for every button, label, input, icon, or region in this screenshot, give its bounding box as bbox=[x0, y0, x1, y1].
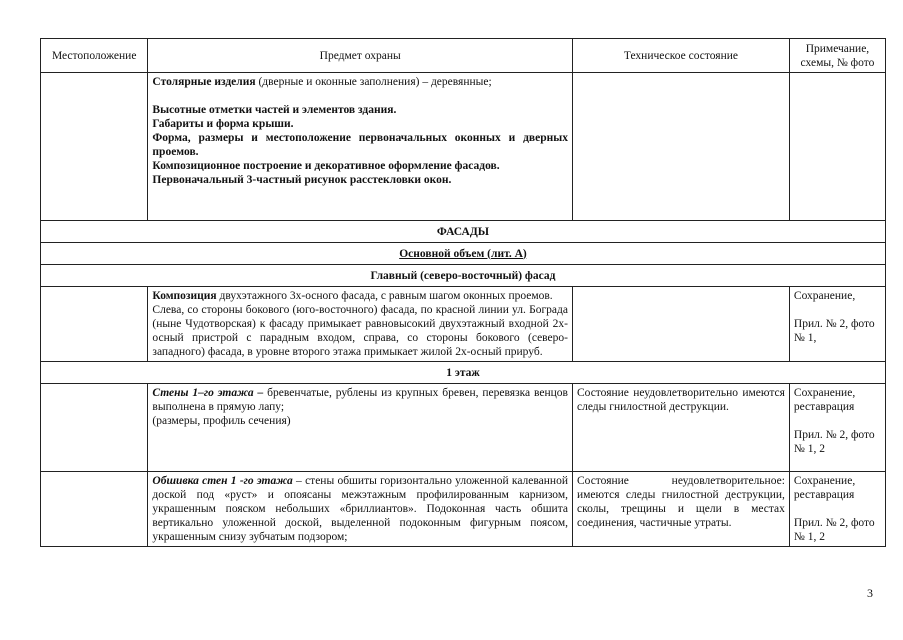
cell-note bbox=[789, 287, 885, 362]
table-row bbox=[41, 384, 886, 472]
section-facades: ФАСАДЫ bbox=[41, 221, 886, 243]
composition-desc: Слева, со стороны бокового (юго-восточного) фасада, по красной линии ул. Бограда (ныне Чудотворская) к фасаду примыкает равновысокий двухэтажный входной 2х-осный пристрой с парадным входом, справа, со стороны бокового (северо-западного) фасада, в уровне второго этажа примыкает жилой 2х-осный прируб. bbox=[152, 304, 568, 358]
walls-text: бревенчатые, рублены из крупных бревен, перевязка венцов выполнена в прямую лапу; bbox=[152, 387, 568, 413]
cell-subject bbox=[148, 384, 573, 472]
subject-composition: Композиционное построение и декоративное оформление фасадов. bbox=[152, 160, 500, 172]
note-preserve: Сохранение, реставрация bbox=[793, 387, 856, 413]
note-preserve: Сохранение, bbox=[793, 290, 856, 302]
cell-subject bbox=[148, 472, 573, 547]
note-appendix: Прил. № 2, фото № 1, 2 bbox=[793, 429, 875, 455]
walls-size: (размеры, профиль сечения) bbox=[152, 415, 291, 427]
cell-location bbox=[41, 384, 148, 472]
cell-condition: Состояние неудовлетворительно имеются следы гнилостной деструкции. bbox=[572, 384, 789, 472]
table-row bbox=[41, 472, 886, 547]
section-row bbox=[41, 265, 886, 287]
section-main-volume: Основной объем (лит. А) bbox=[41, 243, 886, 265]
section-floor1: 1 этаж bbox=[41, 362, 886, 384]
header-location: Местоположение bbox=[41, 39, 148, 73]
header-condition: Техническое состояние bbox=[572, 39, 789, 73]
subject-heights: Высотные отметки частей и элементов здания. bbox=[152, 104, 397, 116]
composition-title: Композиция bbox=[152, 290, 217, 302]
subject-roof: Габариты и форма крыши. bbox=[152, 118, 294, 130]
cladding-title: Обшивка стен 1 -го этажа bbox=[152, 475, 293, 487]
walls-title: Стены 1–го этажа – bbox=[152, 387, 264, 399]
section-row bbox=[41, 362, 886, 384]
page-number: 3 bbox=[867, 586, 873, 600]
cell-condition bbox=[572, 287, 789, 362]
section-main-facade: Главный (северо-восточный) фасад bbox=[41, 265, 886, 287]
cell-location bbox=[41, 287, 148, 362]
carpentry-text: (дверные и оконные заполнения) – деревянные; bbox=[255, 76, 492, 88]
table-row bbox=[41, 73, 886, 221]
note-appendix: Прил. № 2, фото № 1, bbox=[793, 318, 875, 344]
subject-openings: Форма, размеры и местоположение первоначальных оконных и дверных проемов. bbox=[152, 132, 568, 158]
subject-glazing: Первоначальный 3-частный рисунок расстекловки окон. bbox=[152, 174, 452, 186]
header-subject: Предмет охраны bbox=[148, 39, 573, 73]
note-appendix: Прил. № 2, фото № 1, 2 bbox=[793, 517, 875, 543]
cell-subject bbox=[148, 73, 573, 221]
section-row bbox=[41, 243, 886, 265]
protection-table bbox=[40, 38, 886, 547]
cell-condition: Состояние неудовлетворительное: имеются следы гнилостной деструкции, сколы, трещины и щели в местах соединения, частичные утраты. bbox=[572, 472, 789, 547]
header-note: Примечание, схемы, № фото bbox=[789, 39, 885, 73]
cell-note bbox=[789, 73, 885, 221]
cell-condition bbox=[572, 73, 789, 221]
carpentry-title: Столярные изделия bbox=[152, 76, 256, 88]
cell-note bbox=[789, 384, 885, 472]
table-row bbox=[41, 287, 886, 362]
cell-location bbox=[41, 472, 148, 547]
cell-subject bbox=[148, 287, 573, 362]
note-preserve: Сохранение, реставрация bbox=[793, 475, 856, 501]
composition-text: двухэтажного 3х-осного фасада, с равным шагом оконных проемов. bbox=[216, 290, 553, 302]
cell-note bbox=[789, 472, 885, 547]
cladding-text: – стены обшиты горизонтально уложенной калеванной доской под «руст» и опоясаны межэтажным профилированным карнизом, украшенным пояском небольших «бриллиантов». Подоконная часть обшита вертикально уложенной доской, выделенной подоконным фигурным поясом, украшенным снизу зубчатым подзором; bbox=[152, 475, 568, 543]
table-header-row bbox=[41, 39, 886, 73]
section-row bbox=[41, 221, 886, 243]
cell-location bbox=[41, 73, 148, 221]
